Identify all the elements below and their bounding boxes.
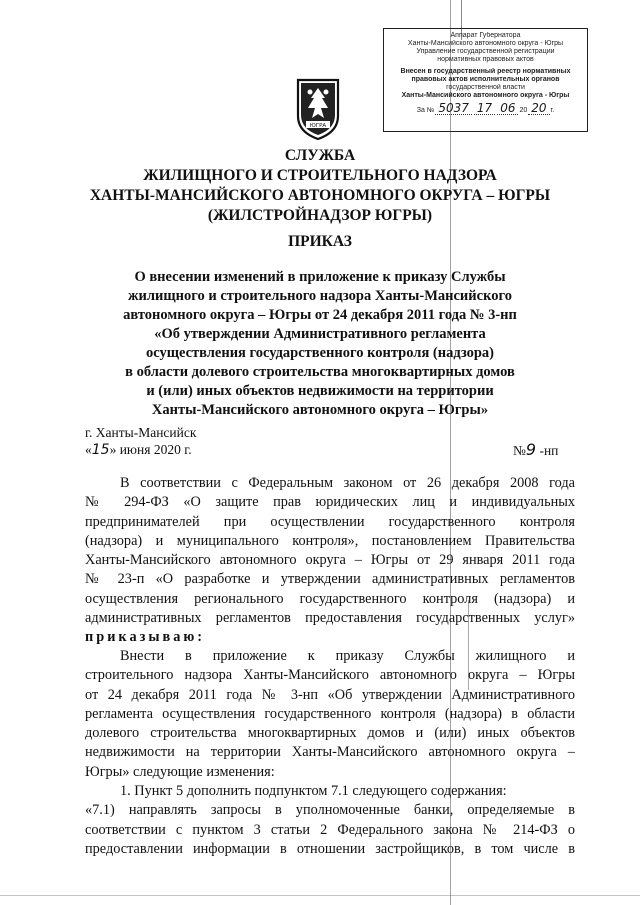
title-line: О внесении изменений в приложение к приказу Службы bbox=[134, 269, 506, 285]
body-line: предоставлении информации в отношении застройщиков, в том числе в bbox=[85, 840, 575, 857]
emblem-label: ЮГРА bbox=[309, 123, 327, 129]
body-line: № 294-ФЗ «О защите прав юридических лиц и индивидуальных bbox=[85, 494, 575, 511]
body-line: № 23-п «О разработке и утверждении административных регламентов bbox=[85, 571, 575, 588]
body-line: Внести в приложение к приказу Службы жилищного и bbox=[120, 648, 575, 664]
stamp-reg-year-prefix: 20 bbox=[519, 107, 528, 114]
body-line: Ханты-Мансийского автономного округа – Югры от 29 января 2011 года bbox=[85, 552, 575, 569]
amendment-paragraph bbox=[85, 647, 575, 859]
heading-line: ЖИЛИЩНОГО И СТРОИТЕЛЬНОГО НАДЗОРА bbox=[143, 167, 497, 184]
stamp-registration-row bbox=[387, 102, 584, 115]
title-line: автономного округа – Югры от 24 декабря 2011 года № 3-нп bbox=[123, 307, 517, 323]
stamp-reg-month: 06 bbox=[497, 102, 518, 115]
coat-of-arms-icon bbox=[292, 76, 344, 142]
title-line: и (или) иных объектов недвижимости на территории bbox=[146, 383, 494, 399]
registration-stamp bbox=[383, 28, 588, 132]
body-line: «7.1) направлять запросы в уполномоченные банки, определяемые в bbox=[85, 802, 575, 819]
title-line: жилищного и строительного надзора Ханты-Мансийского bbox=[128, 288, 512, 304]
body-line: долевого строительства многоквартирных домов и (или) иных объектов bbox=[85, 725, 575, 742]
stamp-reg-suffix: г. bbox=[550, 107, 555, 114]
body-line: строительного надзора Ханты-Мансийского автономного округа – Югры bbox=[85, 667, 575, 684]
stamp-line: государственной власти bbox=[446, 84, 525, 91]
title-line: Ханты-Мансийского автономного округа – Югры» bbox=[151, 402, 489, 418]
body-line: В соответствии с Федеральным законом от 26 декабря 2008 года bbox=[120, 475, 575, 491]
body-line: осуществления регионального государственного контроля (надзора) и bbox=[85, 590, 575, 607]
scan-artifact-line bbox=[0, 895, 640, 896]
city: г. Ханты-Мансийск bbox=[85, 425, 197, 440]
stamp-line: Внесен в государственный реестр нормативных bbox=[400, 68, 571, 75]
list-item: 1. Пункт 5 дополнить подпунктом 7.1 следующего содержания: bbox=[120, 783, 507, 800]
stamp-reg-prefix: За № bbox=[416, 107, 435, 114]
date-open-quote: « bbox=[85, 442, 92, 457]
stamp-line: Ханты-Мансийского автономного округа - Югры bbox=[401, 92, 570, 99]
stamp-line: нормативных правовых актов bbox=[437, 56, 534, 63]
place-and-date bbox=[85, 424, 196, 459]
order-number-handwritten: 9 bbox=[525, 440, 537, 459]
stamp-line: правовых актов исполнительных органов bbox=[411, 76, 560, 83]
date-rest: » июня 2020 г. bbox=[109, 442, 192, 457]
title-line: осуществления государственного контроля (надзора) bbox=[145, 345, 494, 361]
body-line: административных регламентов предоставления государственных услуг» bbox=[85, 610, 575, 627]
order-number bbox=[513, 441, 558, 459]
stamp-reg-year: 20 bbox=[528, 102, 549, 115]
heading-line: ХАНТЫ-МАНСИЙСКОГО АВТОНОМНОГО ОКРУГА – ЮГРЫ bbox=[89, 187, 551, 204]
preamble-paragraph bbox=[85, 474, 575, 648]
body-line: Югры» следующие изменения: bbox=[85, 763, 275, 780]
stamp-line: Ханты-Мансийского автономного округа - Югры bbox=[407, 40, 564, 47]
title-line: в области долевого строительства многоквартирных домов bbox=[125, 364, 515, 380]
body-line: предпринимателей при осуществлении государственного контроля bbox=[85, 513, 575, 530]
stamp-line: Аппарат Губернатора bbox=[450, 32, 521, 39]
stamp-line: Управление государственной регистрации bbox=[416, 48, 555, 55]
order-number-suffix: -нп bbox=[536, 443, 559, 458]
order-number-prefix: № bbox=[513, 443, 526, 458]
order-date bbox=[85, 441, 196, 459]
order-heading: ПРИКАЗ bbox=[288, 233, 352, 250]
title-line: «Об утверждении Административного регламента bbox=[154, 326, 486, 342]
body-line: (надзора) и муниципального контроля», постановлением Правительства bbox=[85, 532, 575, 549]
order-directive-word: приказываю: bbox=[85, 629, 206, 646]
heading-line: (ЖИЛСТРОЙНАДЗОР ЮГРЫ) bbox=[207, 207, 433, 224]
heading-line: СЛУЖБА bbox=[284, 147, 356, 164]
order-title bbox=[70, 268, 570, 420]
body-line: регламента осуществления государственного контроля (надзора) в области bbox=[85, 705, 575, 722]
body-line: от 24 декабря 2011 года № 3-нп «Об утверждении Административного bbox=[85, 686, 575, 703]
body-line: недвижимости на территории Ханты-Мансийского автономного округа – bbox=[85, 744, 575, 761]
stamp-reg-number: 5037 bbox=[435, 102, 472, 115]
stamp-reg-day: 17 bbox=[474, 102, 495, 115]
date-day-handwritten: 15 bbox=[91, 442, 110, 458]
body-line: соответствии с пунктом 3 статьи 2 Федерального закона № 214-ФЗ о bbox=[85, 821, 575, 838]
service-heading bbox=[60, 146, 580, 226]
